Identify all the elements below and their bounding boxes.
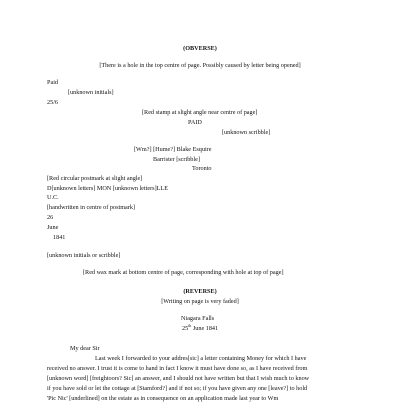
letter-body-line: received no answer. I trust it is come to hand in fact I know it must have done so, as I have received from	[47, 365, 308, 372]
city-line: Toronto	[192, 165, 212, 172]
letter-place: Niagara Falls	[181, 315, 215, 322]
reverse-faded-note: [Writing on page is very faded]	[161, 298, 239, 305]
postmark-note: [Red circular postmark at slight angle]	[47, 175, 143, 182]
unknown-scribble: [unknown scribble]	[222, 129, 271, 136]
obverse-hole-note: [There is a hole in the top centre of page. Possibly caused by letter being opened]	[99, 62, 301, 69]
letter-salutation: My dear Sir	[70, 345, 100, 352]
paid-text: Paid	[47, 79, 59, 86]
postmark-year: 1841	[53, 234, 66, 241]
obverse-heading: (OBVERSE)	[183, 45, 217, 52]
addressee-line: [Wm?] [Hume?] Blake Esquire	[134, 146, 212, 153]
letter-body-line: Last week I forwarded to your addres[sic] a letter containing Money for which I have	[95, 355, 307, 362]
letter-body-line: [unknown word] [freightoors? Sic] an answer, and I should not have written but that I wish much to know	[47, 375, 310, 382]
letter-body-line: if you have sold or let the cottage at [Stamford?] and if not so; if you have given any one [leave?] to hold	[47, 385, 308, 392]
fraction-text: 25/6	[47, 99, 59, 106]
wax-note: [Red wax mark at bottom centre of page, corresponding with hole at top of page]	[83, 269, 284, 276]
postmark-day: 26	[47, 214, 54, 221]
letter-body-line: 'Pic Nic' [underlined] on the estate as in consequence on an application made last year to Wm	[47, 395, 279, 402]
unknown-initials-scribble: [unknown initials or scribble]	[47, 252, 121, 259]
handwritten-note: [handwritten in centre of postmark]	[47, 204, 135, 211]
stamp-paid: PAID	[188, 119, 202, 126]
postmark-month: June	[47, 224, 59, 231]
unknown-initials: [unknown initials]	[68, 89, 114, 96]
uc-text: U.C.	[47, 194, 59, 201]
stamp-note: [Red stamp at slight angle near centre of page]	[142, 109, 258, 116]
postmark-text: D[unknown letters] MON [unknown letters]LLE	[47, 185, 168, 192]
barrister-line: Barrister [scribble]	[153, 156, 200, 163]
reverse-heading: (REVERSE)	[183, 288, 217, 295]
letter-date: 25th June 1841	[182, 322, 219, 332]
